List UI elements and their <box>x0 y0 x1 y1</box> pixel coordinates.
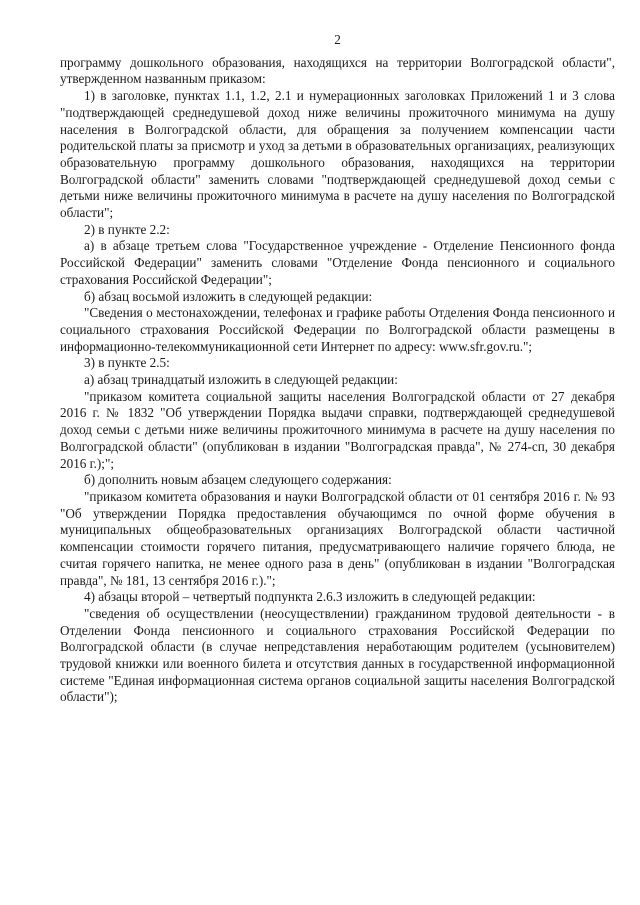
paragraph: "приказом комитета образования и науки Волгоградской области от 01 сентября 2016 г. № 93 "Об утверждении Порядка предоставления обучающимся по очной форме обучения в муниципальных общеобразовательных организациях Волгоградской области частичной компенсации стоимости горячего питания, предусматривающего наличие горячего блюда, не считая горячего напитка, не менее одного раза в день" (опубликован в издании "Волгоградская правда", № 181, 13 сентября 2016 г.)."; <box>60 488 615 588</box>
paragraph: б) абзац восьмой изложить в следующей редакции: <box>84 288 373 304</box>
paragraph: "приказом комитета социальной защиты населения Волгоградской области от 27 декабря 2016 г. № 1832 "Об утверждении Порядка выдачи справки, подтверждающей среднедушевой доход семьи с детьми ниже величины прожиточного минимума в расчете на душу населения по Волгоградской области" (опубликован в издании "Волгоградская правда", № 274-сп, 30 декабря 2016 г.);"; <box>60 388 615 471</box>
document-page <box>60 32 615 706</box>
paragraph: б) дополнить новым абзацем следующего содержания: <box>84 472 392 488</box>
page-number: 2 <box>334 32 341 47</box>
paragraph: "Сведения о местонахождении, телефонах и графике работы Отделения Фонда пенсионного и социального страхования Российской Федерации по Волгоградской области размещены в информационно-телекоммуникационной сети Интернет по адресу: www.sfr.gov.ru."; <box>60 305 615 354</box>
paragraph: а) абзац тринадцатый изложить в следующей редакции: <box>84 372 398 388</box>
paragraph: а) в абзаце третьем слова "Государственное учреждение - Отделение Пенсионного фонда Российской Федерации" заменить словами "Отделение Фонда пенсионного и социального страхования Российской Федерации"; <box>60 238 615 287</box>
paragraph: программу дошкольного образования, находящихся на территории Волгоградской области", утвержденном названным приказом: <box>60 54 615 87</box>
document-body <box>60 55 615 706</box>
paragraph: "сведения об осуществлении (неосуществлении) гражданином трудовой деятельности - в Отделении Фонда пенсионного и социального страхования Российской Федерации по Волгоградской области (в случае непредставления неработающим родителем (усыновителем) трудовой книжки или военного билета и отсутствия данных в государственной информационной системе "Единая информационная система органов социальной защиты населения Волгоградской области"); <box>60 605 615 705</box>
paragraph: 4) абзацы второй – четвертый подпункта 2.6.3 изложить в следующей редакции: <box>84 589 536 605</box>
paragraph: 3) в пункте 2.5: <box>84 355 170 371</box>
paragraph: 2) в пункте 2.2: <box>84 221 170 237</box>
paragraph: 1) в заголовке, пунктах 1.1, 1.2, 2.1 и нумерационных заголовках Приложений 1 и 3 слова "подтверждающей среднедушевой доход ниже величины прожиточного минимума на душу населения в Волгоградской области, для обращения за получением компенсации части родительской платы за присмотр и уход за детьми в образовательных организациях, реализующих образовательную программу дошкольного образования, находящихся на территории Волгоградской области" заменить словами "подтверждающей среднедушевой доход семьи с детьми ниже величины прожиточного минимума в расчете на душу населения по Волгоградской области"; <box>60 88 615 221</box>
